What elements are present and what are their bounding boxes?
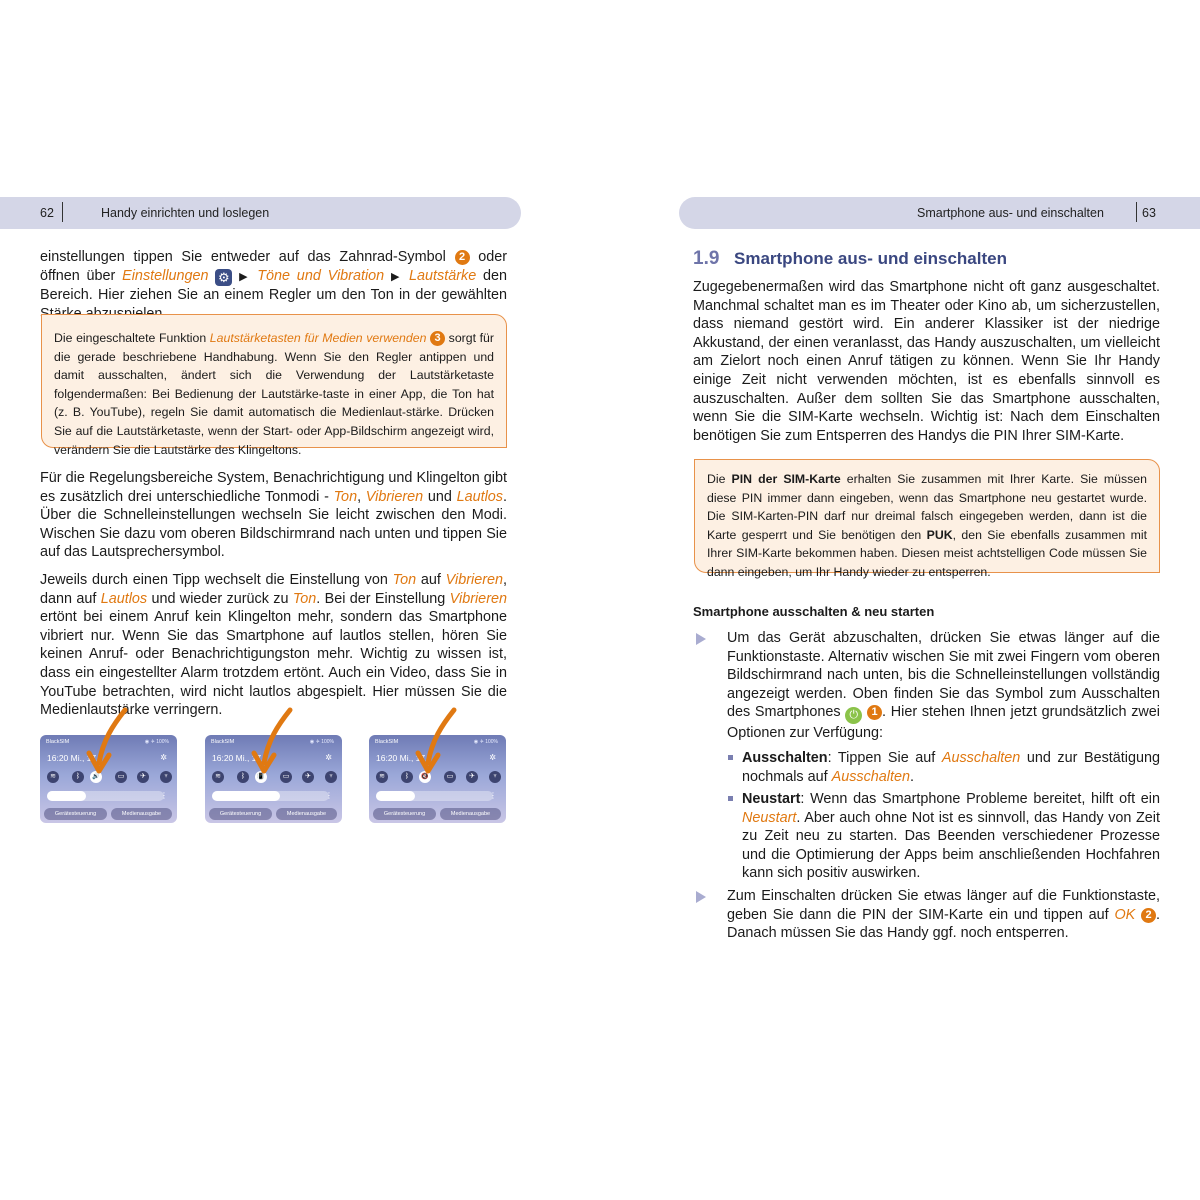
callout-number: 2 [455,250,470,265]
step-power-on [727,887,1160,943]
header-divider [62,202,63,222]
screen-icon[interactable]: ▭ [115,771,127,783]
bold-term: PIN der SIM-Karte [731,472,841,486]
screen-icon[interactable]: ▭ [444,771,456,783]
text: . Über die Schnelleinstellungen wechseln Sie leicht zwischen den Modi. Wischen Sie dazu vom oberen Bildschirmrand nach unten und tippen Sie auf das Lautsprechersymbol. [40,488,507,561]
mode-link-vibrate: Vibrieren [449,590,507,607]
device-controls-button[interactable]: Gerätesteuerung [44,808,107,820]
text: erhalten Sie zusammen mit Ihrer Karte. Sie müssen diese PIN immer dann eingeben, wenn das Smartphone neu gestartet wurde. Die SIM-Karten-PIN darf nur dreimal falsch eingegeben werden, dann ist die Karte gesperrt und Sie benötigen den [707,472,1147,542]
sound-mode-icon[interactable]: 📳 [255,771,267,783]
airplane-icon[interactable]: ✈ [302,771,314,783]
pointer-arrow-icon [85,705,135,775]
airplane-icon[interactable]: ✈ [137,771,149,783]
text: ertönt bei einem Anruf kein Klingelton mehr, sondern das Smartphone vibriert nur. Wenn Sie das Smartphone auf lautlos stellen, hören Sie keinen Anruf- oder Benachrichtigungston mehr. Wichtig zu wissen ist, dass ein eingestellter Alarm trotzdem ertönt. Auch ein Video, dass Sie in YouTube betrachten, wird nicht lautlos abgespielt. Hier müssen Sie die Medienlautstärke verringern. [40,609,507,719]
running-head: Handy einrichten und loslegen [101,206,270,220]
text: Jeweils durch einen Tipp wechselt die Einstellung von [40,572,388,588]
mode-link-sound: Ton [333,488,358,505]
text: sorgt für die gerade beschriebene Handhabung. Wenn Sie den Regler antippen und damit ausschalten, ändert sich die Verwendung der Lautstärketaste folgendermaßen: Bei Bedienung der Lautstärke-taste in einer App, die Ton hat (z. B. YouTube), regeln Sie damit automatisch die Medienlaut-stärke. Drücken Sie auf die Lautstärketaste, wenn der Start- oder App-Bildschirm angezeigt wird, verändern Sie die Lautstärke des Klingeltons. [54,331,494,457]
option-restart [742,790,1160,883]
page-number: 62 [40,206,54,220]
carrier-label: BlackSIM [211,739,235,745]
brightness-slider[interactable] [212,791,329,801]
mode-link-mute: Lautlos [456,488,503,505]
status-bar: ◉ ✈ 100% [144,739,169,745]
wifi-icon[interactable]: ≋ [376,771,388,783]
setting-link: Lautstärketasten für Medien verwenden [209,331,427,345]
mode-cycle-paragraph [40,571,507,720]
pointer-arrow-icon [414,705,464,775]
clock: 16:20 Mi., 17. [212,753,264,763]
text: . Danach müssen Sie das Handy ggf. noch entsperren. [727,906,1160,942]
media-output-button[interactable]: Medienausgabe [111,808,172,820]
status-bar: ◉ ✈ 100% [309,739,334,745]
text: Um das Gerät abzuschalten, drücken Sie etwas länger auf die Funktionstaste. Alternativ wischen Sie mit zwei Fingern vom oberen Bildschirmrand nach unten, bis die Schnelleinstellungen vollständig angezeigt werden. Oben finden Sie das Symbol zum Ausschalten des Smartphones [727,630,1160,721]
flashlight-icon[interactable]: ♆ [325,771,337,783]
callout-number: 2 [1141,908,1156,923]
sound-mode-icon[interactable]: 🔇 [419,771,431,783]
text: Für die Regelungsbereiche System, Benachrichtigung und Klingelton gibt es zusätzlich drei unterschiedliche Tonmodi - [40,470,507,505]
bluetooth-icon[interactable]: ᛒ [237,771,249,783]
sound-mode-icon[interactable]: 🔊 [90,771,102,783]
sound-modes-paragraph: Für die Regelungsbereiche System, Benachrichtigung und Klingelton gibt es zusätzlich drei unterschiedliche Tonmodi - Ton, Vibrieren und Lautlos. Über die Schnelleinstellungen wechseln Sie leicht zwischen den Modi. Wischen Sie dazu vom oberen Bildschirmrand nach unten und tippen Sie auf das Lautsprechersymbol. [40,470,507,561]
text: Zum Einschalten drücken Sie etwas länger auf die Funktionstaste, geben Sie dann die PIN der SIM-Karte ein und tippen auf [727,888,1160,923]
menu-link-power-off: Ausschalten [941,750,1021,766]
header-divider [1136,202,1137,222]
text: einstellungen tippen Sie entweder auf das Zahnrad-Symbol [40,249,446,265]
wifi-icon[interactable]: ≋ [212,771,224,783]
mode-link-sound: Ton [392,572,417,588]
text: oder öffnen über [40,249,508,284]
power-intro-paragraph: Zugegebenermaßen wird das Smartphone nicht oft ganz ausgeschaltet. Manchmal schaltet man es im Theater oder Kino ab, um sicherzustellen, dass niemand gestört wird. Ein anderer Klassiker ist der niedrige Akkustand, der einen veranlasst, das Handy auszuschalten, um vielleicht am Zielort noch einen Anruf tätigen zu können. Wenn Sie Ihr Handy einige Zeit nicht verwenden möchten, ist es ebenfalls sinnvoll es auszuschalten. Außer dem sollten Sie das Smartphone ausschalten, wenn Sie die SIM-Karte wechseln. Wichtig ist: Nach dem Einschalten benötigen Sie zum Entsperren des Handys die PIN Ihrer SIM-Karte. [693,279,1160,444]
status-bar: ◉ ✈ 100% [473,739,498,745]
text: : Tippen Sie auf [827,750,936,766]
subheading: Smartphone ausschalten & neu starten [693,604,935,619]
wifi-icon[interactable]: ≋ [47,771,59,783]
brightness-slider[interactable] [376,791,493,801]
menu-link-power-off: Ausschalten [831,768,910,785]
menu-link-volume: Lautstärke [409,267,477,284]
text: . Bei der Einstellung [316,590,446,607]
device-controls-button[interactable]: Gerätesteuerung [373,808,436,820]
bullet-square-icon [728,796,733,801]
power-icon: ⏻ [845,707,862,724]
running-head: Smartphone aus- und einschalten [917,206,1104,220]
button-link-ok: OK [1114,906,1136,923]
bullet-square-icon [728,755,733,760]
text: . Aber auch ohne Not ist es sinnvoll, das Handy von Zeit zu Zeit neu zu starten. Das Beenden verschiedener Prozesse und die Optimierung der Apps beim anschließenden Hochfahren kann sich positiv auswirken. [742,809,1160,882]
page-number: 63 [1142,206,1156,220]
device-controls-button[interactable]: Gerätesteuerung [209,808,272,820]
bold-term: PUK [926,527,953,542]
gear-icon[interactable]: ✲ [160,753,167,762]
bullet-arrow-icon [696,633,706,645]
menu-link-restart: Neustart [742,809,797,826]
carrier-label: BlackSIM [375,739,399,745]
carrier-label: BlackSIM [46,739,70,745]
clock: 16:20 Mi., 17. [376,753,428,763]
running-header-right [679,197,1200,229]
text: , dann auf [40,572,508,607]
intro-paragraph [40,248,507,323]
brightness-slider[interactable] [47,791,164,801]
text: , den Sie ebenfalls zusammen mit Ihrer SIM-Karte bekommen haben. Diesen meist achtstelligen Code müssen Sie dann eingeben, um Ihr Handy wieder zu entsperren. [707,527,1147,579]
text: den Bereich. Hier ziehen Sie an einem Regler um den Ton in der gewählten [40,267,508,304]
gear-icon: ⚙ [215,269,232,286]
arrow-right-icon: ▶ [239,270,251,283]
section-number: 1.9 [693,248,720,269]
running-header-left [0,197,521,229]
bullet-arrow-icon [696,891,706,903]
pointer-arrow-icon [250,705,300,775]
text: und zur Bestätigung nochmals auf [742,750,1161,785]
text: und wieder zurück zu [151,590,289,607]
media-output-button[interactable]: Medienausgabe [440,808,501,820]
text: . [910,768,914,785]
callout-number: 1 [867,705,882,720]
tip-box-media-volume [41,314,507,457]
media-output-button[interactable]: Medienausgabe [276,808,337,820]
gear-icon[interactable]: ✲ [489,753,496,762]
mode-link-mute: Lautlos [100,590,148,607]
text: Die eingeschaltete Funktion [54,331,207,345]
tip-box-sim-pin [694,459,1160,579]
section-title: Smartphone aus- und einschalten [734,249,1007,268]
bluetooth-icon[interactable]: ᛒ [72,771,84,783]
menu-link-sounds: Töne und Vibration [257,267,385,284]
text: : Wenn das Smartphone Probleme bereitet, hilft oft ein [800,791,1160,807]
mode-link-vibrate: Vibrieren [365,488,424,505]
text: Die [707,472,726,486]
screen-icon[interactable]: ▭ [280,771,292,783]
more-icon[interactable]: ⋮ [489,791,497,800]
bluetooth-icon[interactable]: ᛒ [401,771,413,783]
clock: 16:20 Mi., 17. [47,753,99,763]
arrow-right-icon: ▶ [390,270,403,283]
text: . Hier stehen Ihnen jetzt grundsätzlich zwei Optionen zur Verfügung: [727,704,1160,742]
flashlight-icon[interactable]: ♆ [489,771,501,783]
option-power-off [742,749,1160,786]
more-icon[interactable]: ⋮ [160,791,168,800]
callout-number: 3 [430,331,445,346]
airplane-icon[interactable]: ✈ [466,771,478,783]
gear-icon[interactable]: ✲ [325,753,332,762]
text: auf [420,572,441,588]
menu-link-settings: Einstellungen [122,267,209,284]
mode-link-sound: Ton [292,590,317,607]
bold-term: Neustart [742,791,801,807]
mode-link-vibrate: Vibrieren [445,572,504,588]
more-icon[interactable]: ⋮ [325,791,333,800]
text: und [427,488,452,505]
flashlight-icon[interactable]: ♆ [160,771,172,783]
step-power-off [727,629,1160,743]
bold-term: Ausschalten [742,750,828,766]
